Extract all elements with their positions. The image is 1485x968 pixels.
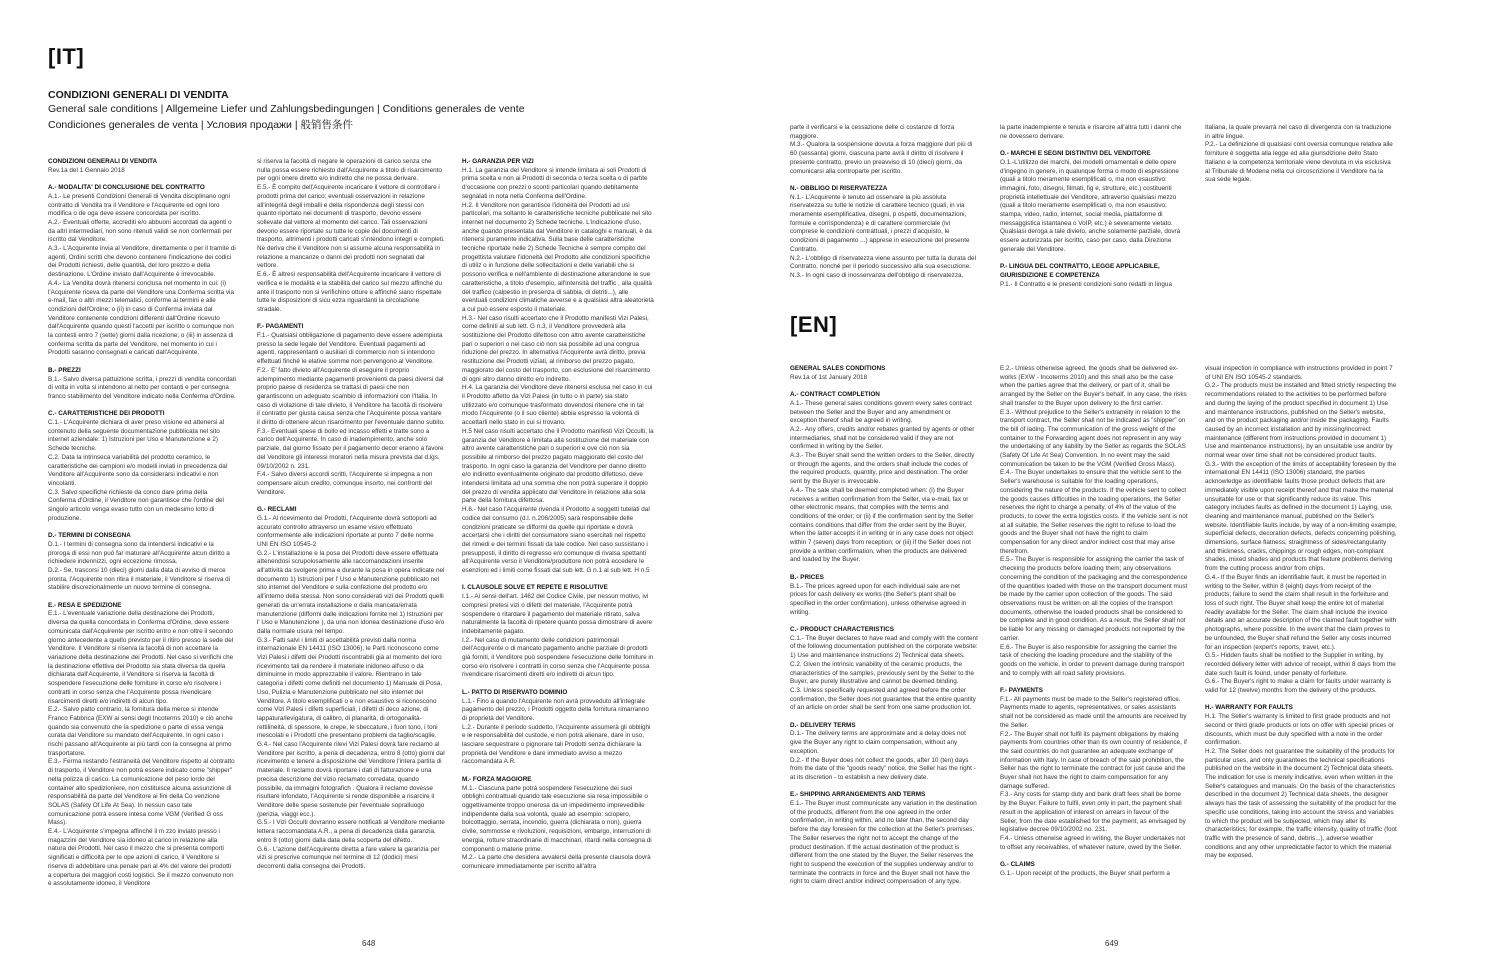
document-title: CONDIZIONI GENERALI DI VENDITA — [48, 89, 229, 101]
text-column — [1000, 124, 1188, 289]
clause-paragraph: la parte inadempiente è tenuta e risarcire all'altra tutti i danni che ne dovessero derivare. — [1000, 124, 1182, 140]
clause-paragraph: B.1.- Salvo diversa pattuizione scritta, i prezzi di vendita concordati di volta in volta si intendono al netto per contanti e per consegna franco stabilimento del Venditore indicato nella Conferma d'Ordine. — [48, 375, 236, 400]
clause-paragraph: F.3.- Any costs for stamp duty and bank draft fees shall be borne by the Buyer. Failure to fulfil, even only in part, the payment shall result in the application of interest on arrears in favour of the Seller, from the date established for the payment, as envisaged by legislative decree 09/10/2002 no. 231. — [1000, 791, 1186, 834]
clause-paragraph: H.4. La garanzia del Venditore deve ritenersi esclusa nel caso in cui il Prodotto affetto da Vizi Palesi (in tutto o in parte) sia stato utilizzato e/o comunque trasformato dovendosi ritenere che in tal modo l'Acquirente (o il suo cliente) abbia espresso la volontà di accettarli nello stato in cui si trovano. — [462, 384, 653, 427]
clause-paragraph: Rev.1a of 1st January 2018 — [790, 373, 868, 381]
section-heading: A.- MODALITA' DI CONCLUSIONE DEL CONTRATTO — [48, 184, 205, 192]
section-heading: H.- GARANZIA PER VIZI — [462, 158, 534, 165]
clause-paragraph: F.1.- Qualsiasi obbligazione di pagamento deve essere adempiuta presso la sede legale del Venditore. Eventuali pagamenti ad agenti, rappresentanti o ausiliari di commercio non si intendono effettuati finché le elative somme non pervengono al Venditore. — [257, 332, 443, 366]
clause-paragraph: G.2.- L'installazione e la posa dei Prodotti deve essere effettuata attenendosi scrupolosamente alle raccomandazioni inserite all'attività da svolgere prima e durante la posa in opera indicate nel documento 1) Istruzioni per l' Uso e Manutenzione pubblicato nel sito internet del Venditore e sulla confezione del prodotto e/o all'interno della stessa. Non sono considerati vizi dei Prodotti quelli generati da un'errata installazione o dalla mancata/errata manutenzione (difformi dalle indicazioni fornite nel 1) Istruzioni per l' Uso e Manutenzione ), da una non idonea destinazione d'uso e/o dalla normale usura nel tempo. — [257, 549, 445, 635]
section-heading: P.- LINGUA DEL CONTRATTO, LEGGE APPLICABILE, GIURISDIZIONE E COMPETENZA — [1000, 263, 1160, 279]
clause-paragraph: E.6.- The Buyer is also responsible for assigning the carrier the task of checking the loading procedure and the stability of the goods on the vehicle, in order to prevent damage during transport and to comply with all road safety provisions. — [1000, 643, 1185, 677]
clause-paragraph: C.1.- L'Acquirente dichiara di aver preso visione ed attenersi al contenuto della seguente documentazione pubblicata nel sito internet aziendale: 1) Istruzioni per Uso e Manutenzione e 2) Schede tecniche. — [48, 419, 225, 453]
section-heading: N.- OBBLIGO DI RISERVATEZZA — [790, 184, 888, 192]
clause-paragraph: C.1.- The Buyer declares to have read and comply with the content of the following documentation published on the corporate website: 1) Use and maintenance instructions 2) Technical data sheets. — [790, 634, 978, 660]
clause-paragraph: I.1.- Ai sensi dell'art. 1462 del Codice Civile, per nessun motivo, ivi compresi pretesi vizi o difetti del materiale, l'Acquirente potrà sospendere o ritardare il pagamento del materiale ritirato, salva naturalmente la facoltà di ripetere quanto possa dimostrare di avere indebitamente pagato. — [462, 593, 653, 635]
clause-paragraph: G.4.- Nel caso l'Acquirente rilevi Vizi Palesi dovrà fare reclamo al Venditore per iscritto, a pena di decadenza, entro 8 (otto) giorni dal ricevimento e tenere a disposizione del Venditore l'intera partita di materiale. Il reclamo dovrà riportare i dati di fatturazione e una precisa descrizione del vizio reclamato corredata, quando possibile, da immagini fotografich . Qualora il reclamo dovesse risultare infondato, l'Acquirente si rende disponibile a risarcire il Venditore delle spese sostenute per l'eventuale sopralluogo (perizia, viaggi ecc.). — [257, 741, 445, 818]
clause-paragraph: D.2.- If the Buyer does not collect the goods, after 10 (ten) days from the date of the "goods ready" notice, the Seller has the right - at its discretion - to establish a new delivery date. — [790, 756, 976, 781]
section-heading: C.- CARATTERISTICHE DEI PRODOTTI — [48, 410, 165, 418]
clause-paragraph: N.3.- In ogni caso di inosservanza dell'obbligo di riservatezza, — [790, 271, 964, 279]
clause-paragraph: A.4.- The sale shall be deemed completed when: (i) the Buyer receives a written confirmation from the Seller, via e-mail, fax or other electronic means, that complies with the terms and conditions of the order; or (ii) if the confirmation sent by the Seller contains conditions that differ from the order sent by the Buyer, when the latter accepts it in writing or in any case does not object within 7 (seven) days from reception; or (iii) if the Seller does not provide a written confirmation, when the products are delivered and loaded by the Buyer. — [790, 486, 974, 564]
clause-paragraph: A.2.- Eventuali offerte, accrediti e/o abbuoni accordati da agenti o da altri intermediari, non sono ritenuti validi se non confermati per iscritto dal Venditore. — [48, 218, 232, 244]
clause-paragraph: N.1.- L'Acquirente è tenuto ad osservare la più assoluta riservatezza su tutte le notizie di carattere tecnico (quali, in via meramente esemplificativa, disegni, p ospetti, documentazioni, formule e corrispondenza) e di carattere commerciale (ivi comprese le condizioni contrattuali, i prezzi d'acquisto, le condizioni di pagamento ...) apprese in esecuzione del presente Contratto. — [790, 193, 970, 253]
clause-paragraph: H.2. The Seller does not guarantee the suitability of the products for particular uses, and only guarantees the technical specifications published on the website in the document 2) Technical data sheets. The indication for use is merely indicative, even when written in the Seller's catalogues and manuals. On the basis of the characteristics described in the document 2) Technical data sheets, the designer always has the task of assessing the suitability of the product for the specific use conditions, taking into account the stress and variables to which the product will be subjected, which may alter its characteristics; for example, the traffic intensity, quality of traffic (foot traffic with the presence of sand, debris...), adverse weather conditions and any other unpredictable factor to which the material may be exposed. — [1205, 747, 1397, 860]
clause-paragraph: A.1.- Le presenti Condizioni Generali di Vendita disciplinano ogni contratto di Vendita tra il Venditore e l'Acquirente ed ogni loro modifica o de oga deve essere concordata per iscritto. — [48, 192, 230, 218]
clause-paragraph: F.4.- Salvo diversi accordi scritti, l'Acquirente si impegna a non compensare alcun credito, comunque insorto, nei confronti del Venditore. — [257, 471, 433, 496]
clause-paragraph: G.2.- The products must be installed and fitted strictly respecting the recommendations related to the activities to be performed before and during the laying of the product specified in document 1) Use and maintenance instructions, published on the Seller's website, and on the product packaging and/or inside the packaging. Faults caused by an incorrect installation and by missing/incorrect maintenance (different from instructions provided in document 1) Use and maintenance instructions), by an unsuitable use and/or by normal wear over time shall not be considered product faults. — [1205, 382, 1397, 460]
clause-paragraph: C.2. Data la intrinseca variabilità del prodotto ceramico, le caratteristiche dei campioni e/o modelli inviati in precedenza dal Venditore all'Acquirente sono da considerarsi indicativi e non vincolanti. — [48, 453, 228, 487]
page-number: 649 — [1105, 939, 1119, 948]
clause-paragraph: visual inspection in compliance with instructions provided in point 7 of UNI EN ISO 10545-2 standards. — [1205, 365, 1393, 381]
clause-paragraph: L.2.- Durante il periodo suddetto, l'Acquirente assumerà gli obblighi e le responsabilità del custode, e non potrà alienare, dare in uso, lasciare sequestrare o pignorare tali Prodotti senza dichiarare la proprietà del Venditore e dare immediato avviso a mezzo raccomandata A.R. — [462, 723, 651, 766]
section-heading: L.- PATTO DI RISERVATO DOMINIO — [462, 688, 568, 696]
clause-paragraph: G.3.- With the exception of the limits of acceptability foreseen by the international EN 14411 (ISO 13006) standard, the parties acknowledge as identifiable faults those product defects that are immediately visible upon receipt thereof and that make the material unsuitable for use or that significantly reduce its value. This category includes faults as defined in the document 1) Laying, use, cleaning and maintenance manual, published on the Seller's website. Identifiable faults include, by way of a non-limiting example, superficial defects, decoration defects, defects concerning polishing, dimensions, surface flatness, straightness of sides/rectangularity and thickness, cracks, chippings or rough edges, non-compliant shades, mixed shades and products that feature problems deriving from the cutting process and/or from chips. — [1205, 460, 1397, 573]
clause-paragraph: P.1.- Il Contratto e le presenti condizioni sono redatti in lingua — [1000, 280, 1172, 288]
clause-paragraph: D.1.- The delivery terms are approximate and a delay does not give the Buyer any right to claim compensation, without any exception. — [790, 730, 966, 755]
page-number: 648 — [362, 939, 376, 948]
conditions-title: GENERAL SALES CONDITIONS — [790, 365, 886, 372]
clause-paragraph: G.1.- Al ricevimento dei Prodotti, l'Acquirente dovrà sottoporli ad accurato controllo attraverso un esame visivo effettuato conformemente alle indicazioni riportate al punto 7 delle norme UNI EN ISO 10545-2 — [257, 514, 437, 548]
section-heading: M.- FORZA MAGGIORE — [462, 775, 532, 783]
clause-paragraph: E.3.- Without prejudice to the Seller's extraneity in relation to the transport contract, the Seller shall not be indicated as "shipper" on the bill of lading. The communication of the gross weight of the container to the Forwarding agent does not represent in any way the undertaking of any liability by the Seller as regards the SOLAS (Safety Of Life At Sea) Convention. In no event may the said communication be taken to be the VGM (Verified Gross Mass). — [1000, 408, 1186, 468]
clause-paragraph: C.3. Unless specifically requested and agreed before the order confirmation, the Seller does not guarantee that the entire quantity of an article on order shall be sent from one same production lot. — [790, 686, 976, 712]
clause-paragraph: F.2.- The Buyer shall not fulfil its payment obligations by making payments from countries other than its own country of residence, if the said countries do not guarantee an adequate exchange of information with Italy. In case of breach of the said prohibition, the Seller has the right to terminate the contract for just cause and the Buyer shall not have the right to claim compensation for any damage suffered. — [1000, 730, 1187, 790]
clause-paragraph: E.5.- È compito dell'Acquirente incaricare il vettore di controllare i prodotti prima del carico; eventuali osservazioni in relazione all'integrità degli imballi e della rispondenza degli stessi con quanto riportato nei documenti di trasporto, devono essere sollevate dal vettore al momento del carico. Tali osservazioni devono essere riportate su tutte le copie dei documenti di trasporto, altrimenti i prodotti caricati s'intendono integri e completi. Ne deriva che il Venditore non si assume alcuna responsabilità in relazione a mancanze o danni dei prodotti non segnalati dal vettore. — [257, 184, 445, 270]
text-column — [790, 124, 978, 281]
section-heading: O.- MARCHI E SEGNI DISTINTIVI DEL VENDITORE — [1000, 150, 1151, 158]
clause-paragraph: D.1.- I termini di consegna sono da intendersi indicativi e la proroga di essi non può far maturare all'Acquirente alcun diritto a richiedere indennizzi, ogni eccezione rimossa. — [48, 540, 230, 566]
document-subtitle-1: General sale conditions | Allgemeine Liefer und Zahlungsbedingungen | Conditions generales de vente — [48, 103, 525, 115]
section-heading: C.- PRODUCT CHARACTERISTICS — [790, 626, 894, 634]
clause-paragraph: E.4.- The Buyer undertakes to ensure that the vehicle sent to the Seller's warehouse is suitable for the loading operations, considering the nature of the products. If the vehicle sent to collect the goods causes difficulties in the loading operations, the Seller reserves the right to charge a penalty, of 4% of the value of the products, to cover the extra logistics costs. If the vehicle sent is not at all suitable, the Seller reserves the right to refuse to load the goods and the Buyer shall not have the right to claim compensation for any direct and/or indirect cost that may arise therefrom. — [1000, 469, 1188, 555]
section-heading: E.- SHIPPING ARRANGEMENTS AND TERMS — [790, 791, 926, 799]
clause-paragraph: F.3.- Eventuali spese di bollo ed incasso effetti e tratte sono a carico dell'Acquirente. In caso di inadempimento, anche solo parziale, dal giorno fissato per il pagamento decor eranno a favore del Venditore gli interessi moratori nella misura prevista dal d.lgs. 09/10/2002 n. 231. — [257, 427, 444, 470]
clause-paragraph: H.6.- Nel caso l'Acquirente rivenda il Prodotto a soggetti tutelati dal codice del consumo (d.l. n.206/2005) sarà responsabile delle condizioni praticate se difformi da quelle qui riportate e dovrà accertarsi che i diritti del consumatore siano esercitati nel rispetto dei rimedi e dei termini fissati da tale codice. Nel caso sussistano i presupposti, il diritto di regresso e/o comunque di rivalsa spettanti all'Acquirente verso il Venditore/produttore non potrà eccedere le esenzioni ed i limiti come fissati dal sub lett. G n.1 al sub lett. H n.5 — [462, 506, 650, 575]
section-heading: D.- DELIVERY TERMS — [790, 721, 856, 729]
clause-paragraph: A.3.- L'Acquirente invia al Venditore, direttamente o per il tramite di agenti, Ordini scritti che devono contenere l'indicazione dei codici dei Prodotti richiesti, delle quantità, del loro prezzo e della destinazione. L'Ordine inviato dall'Acquirente è irrevocabile. — [48, 245, 236, 279]
conditions-title: CONDIZIONI GENERALI DI VENDITA — [48, 158, 158, 165]
clause-paragraph: Rev.1a del 1 Gennaio 2018 — [48, 166, 125, 174]
clause-paragraph: E.1.- The Buyer must communicate any variation in the destination of the products, different from the one agreed in the order confirmation, in writing within, and no later than, the second day before the day foreseen for the collection at the Seller's premises. The Seller reserves the right not to accept the change of the product destination. If the actual destination of the product is different from the one stated by the Buyer, the Seller reserves the right to suspend the execution of the supplies underway and/or to terminate the contracts in force and the Buyer shall not have the right to claim direct and/or indirect compensation of any type. — [790, 800, 977, 886]
text-column — [462, 158, 654, 872]
clause-paragraph: G.6.- L'azione dell'Acquirente diretta a fare valere la garanzia per vizi si prescrive comunque nel termine di 12 (dodici) mesi decorrenti dalla consegna dei Prodotti. — [257, 845, 440, 870]
clause-paragraph: A.2.- Any offers, credits and/or rebates granted by agents or other intermediaries, shall not be considered valid if they are not confirmed in writing by the Seller. — [790, 425, 975, 451]
section-heading: D.- TERMINI DI CONSEGNA — [48, 532, 131, 540]
clause-paragraph: G.5.- I Vizi Occulti dovranno essere notificati al Venditore mediante lettera raccomandata A.R., a pena di decadenza dalla garanzia, entro 8 (otto) giorni dalla data della scoperta del difetto. — [257, 819, 445, 844]
clause-paragraph: O.1.-L'utilizzo dei marchi, dei modelli ornamentali e delle opere d'ingegno in genere, in qualunque forma o modo di espressione (quali a titolo meramente esemplificati o, ma non esaustivo: immagini, foto, disegni, filmati, fig e, strutture, etc.) costituenti proprietà intellettuale del Venditore, attraverso qualsiasi mezzo (quali a titolo meramente esemplificati o, ma non esaustivo: stampa, video, radio, internet, social media, piattaforme di messaggistica istantanea o VoIP, etc.) è severamente vietato. Qualsiasi deroga a tale divieto, anche solamente parziale, dovrà essere autorizzata per iscritto, caso per caso, dalla Direzione generale del Venditore. — [1000, 158, 1181, 253]
language-tag-en: [EN] — [790, 312, 838, 337]
clause-paragraph: E.1.- L'eventuale variazione della destinazione dei Prodotti, diversa da quella concordata in Conferma d'Ordine, deve essere comunicata dall'Acquirente per iscritto entro e non oltre il secondo giorno antecedente a quello previsto per il ritiro presso la sede del Venditore. Il Venditore si riserva la facoltà di non accettare la variazione della destinazione dei Prodotti. Nel caso si verifichi che la destinazione effettiva dei Prodotto sia stata diversa da quella dichiarata dall'Acquirente, il Venditore si riserva la facoltà di sospendere l'esecuzione delle forniture in corso e/o risolvere i contratti in corso senza che l'Acquirente possa rivendicare risarcimenti diretti e/o indiretti di alcun tipo. — [48, 610, 234, 705]
clause-paragraph: A.3.- The Buyer shall send the written orders to the Seller, directly or through the agents, and the orders shall include the codes of the required products, quantity, price and destination. The order sent by the Buyer is irrevocable. — [790, 452, 975, 486]
section-heading: A.- CONTRACT COMPLETION — [790, 391, 880, 399]
clause-paragraph: G.3.- Fatti salvi i limiti di accettabilità previsti dalla norma internazionale EN 14411 (ISO 13006), le Parti riconoscono come Vizi Palesi i difetti dei Prodotti riscontrabili già al momento del loro ricevimento tali da rendere il materiale inidoneo all'uso o da diminuirne in modo apprezzabile il valore. Rientrano in tale categoria i difetti come definiti nel documento 1) Manuale di Posa, Uso, Pulizia e Manutenzione pubblicato nel sito internet del Venditore. A titolo esemplificati o e non esaustivo si riconoscono come Vizi Palesi i difetti superficiali, i difetti di deco azione, di lappatura/levigatura, di calibro, di planarità, di ortogonalità-rettilineità, di spessore, le crepe, le sbeccature, i fuori tono, i toni mescolati e i Prodotti che presentano problemi da taglio/scaglie. — [257, 636, 443, 740]
section-heading: G.- CLAIMS — [1000, 861, 1035, 869]
text-column — [1205, 124, 1393, 185]
left-page-648 — [0, 0, 742, 968]
section-heading: I. CLAUSOLE SOLVE ET REPETE E RISOLUTIVE — [462, 584, 608, 592]
clause-paragraph: F.1.- All payments must be made to the Seller's registered office. Payments made to agents, representatives, or sales assistants shall not be considered as made until the amounts are received by the Seller. — [1000, 695, 1187, 729]
clause-paragraph: F.2.- E' fatto divieto all'Acquirente di eseguire il proprio adempimento mediante pagamenti provenienti da paesi diversi dal proprio paese di residenza se trattasi di paesi che non garantiscono un adeguato scambio di informazioni con l'Italia. In caso di violazione di tale divieto, il Venditore ha facoltà di risolvere il contratto per giusta causa senza che l'Acquirente possa vantare il diritto di ottenere alcun risarcimento per l'eventuale danno subito. — [257, 366, 445, 427]
clause-paragraph: M.3.- Qualora la sospensione dovuta a forza maggiore duri più di 60 (sessanta) giorni, ciascuna parte avrà il diritto di risolvere il presente contratto, previo un preavviso di 10 (dieci) giorni, da comunicarsi alla controparte per iscritto. — [790, 141, 973, 175]
clause-paragraph: B.1.- The prices agreed upon for each individual sale are net prices for cash delivery ex works (the Seller's plant shall be specified in the order confirmation), unless otherwise agreed in writing. — [790, 582, 967, 616]
clause-paragraph: E.3.- Ferma restando l'estraneità del Venditore rispetto al contratto di trasporto, il Venditore non potrà essere indicato come "shipper" nella polizza di carico. La comunicazione del peso lordo del container allo spedizioniere, non costituisce alcuna assunzione di responsabilità da parte del Venditore ai fini della Co venzione SOLAS (Safety Of Life At Sea). In nessun caso tale comunicazione potrà essere intesa come VGM (Verified G oss Mass). — [48, 758, 235, 827]
text-column — [48, 158, 236, 889]
section-heading: B.- PRICES — [790, 573, 824, 581]
clause-paragraph: H.1. The Seller's warranty is limited to first grade products and not second or third grade products or lots on offer with special prices or discounts, which must be duly specified with a note in the order confirmation. — [1205, 713, 1394, 747]
clause-paragraph: E.4.- L'Acquirente s'impegna affinché il m zzo inviato presso i magazzini del Venditore sia idoneo al carico in relazione alla natura dei Prodotti. Nel caso il mezzo che si presenta comporti significati e difficoltà per le ope azioni di carico, il Venditore si riserva di addebitare una penale pari al 4% del valore dei prodotti a copertura dei maggiori costi logistici. Se il mezzo convenuto non è assolutamente idoneo, il Venditore — [48, 828, 234, 888]
clause-paragraph: N.2.- L'obbligo di riservatezza viene assunto per tutta la durata del Contratto, nonché per il periodo successivo alla sua esecuzione. — [790, 254, 976, 271]
clause-paragraph: G.4.- If the Buyer finds an identifiable fault, it must be reported in writing to the Seller, within 8 (eight) days from receipt of the products; failure to send the claim shall result in the forfeiture and loss of such right. The Buyer shall keep the entire lot of material readily available for the Seller. The claim shall include the invoice details and an accurate description of the claimed fault together with photographs, where possible. In the event that the claim proves to be unfounded, the Buyer shall refund the Seller any costs incurred for an inspection (expert's reports, travel, etc.). — [1205, 573, 1397, 651]
clause-paragraph: parte il verificarsi e la cessazione delle ci costanze di forza maggiore. — [790, 124, 955, 140]
clause-paragraph: C.2. Given the intrinsic variability of the ceramic products, the characteristics of the samples, previously sent by the Seller to the Buyer, are purely illustrative and cannot be deemed binding. — [790, 660, 975, 686]
clause-paragraph: C.3. Salvo specifiche richieste da conco dare prima della Conferma d'Ordine, il Venditore non garantisce che l'ordine del singolo articolo venga evaso tutto con un medesimo lotto di produzione. — [48, 488, 224, 522]
language-tag-it: [IT] — [48, 44, 85, 69]
clause-paragraph: E.2.- Salvo patto contrario, la fornitura della merce si intende Franco Fabbrica (EXW ai sensi degli Incoterms 2010) e ciò anche quando sia convenuto che la spedizione o parte di essa venga curata dal Venditore su mandato dell'Acquirente. In ogni caso i rischi passano all'Acquirente al più tardi con la consegna al primo trasportatore. — [48, 706, 233, 757]
clause-paragraph: H.5 Nel caso risulti accertato che il Prodotto manifesti Vizi Occulti, la garanzia del Venditore è limitata alla sostituzione del materiale con altro avente caratteristiche pari o superiori e ove ciò non sia possibile al rimborso del prezzo pagato maggiorato del costo del trasporto. In ogni caso la garanzia del Venditore per danno diretto e/o indiretto eventualmente originato dal prodotto difettoso, deve intendersi limitata ad una somma che non potrà superare il doppio del prezzo di vendita applicato dal Venditore in relazione alla sola parte della fornitura difettosa. — [462, 427, 654, 505]
clause-paragraph: E.2.- Unless otherwise agreed, the goods shall be delivered ex-works (EXW - Incoterms 2010) and this shall also be the case when the parties agree that the delivery, or part of it, shall be arranged by the Seller on the Buyer's behalf. In any case, the risks shall transfer to the Buyer upon delivery to the first carrier. — [1000, 365, 1187, 407]
clause-paragraph: I.2.- Nel caso di mutamento delle condizioni patrimoniali dell'Acquirente o di mancato pagamento anche parziale di prodotti già forniti, il Venditore può sospendere l'esecuzione delle forniture in corso e/o risolvere i contratti in corso senza che l'Acquirente possa rivendicare risarcimenti diretti e/o indiretti di alcun tipo. — [462, 636, 654, 679]
section-heading: B.- PREZZI — [48, 366, 81, 374]
section-heading: F.- PAGAMENTI — [257, 323, 304, 331]
clause-paragraph: L.1.- Fino a quando l'Acquirente non avrà provveduto all'integrale pagamento del prezzo, i Prodotti oggetto della fornitura rimarranno di proprietà del Venditore. — [462, 697, 649, 722]
clause-paragraph: H.2. Il Venditore non garantisce l'idoneità dei Prodotti ad usi particolari, ma soltanto le caratteristiche tecniche pubblicate nel sito internet nel documento 2) Schede tecniche. L'indicazione d'uso, anche quando presentata dal Venditore in cataloghi e manuali, è da ritenersi puramente indicativa. Sulla base delle caratteristiche tecniche riportate nelle 2) Schede Tecniche è sempre compito del progettista valutare l'idoneità del Prodotto alle condizioni specifiche di utiliz o in funzione delle sollecitazioni e delle variabili che si possono verifica e nell'ambiente di destinazione alterandone le sue caratteristiche, a titolo d'esempio, all'intensità del traffic , alla qualità del traffico (calpestio in presenza di sabbia, di detriti...), alle eventuali condizioni climatiche avverse e a qualsiasi altra aleatorietà a cui può essere esposto il materiale. — [462, 201, 654, 313]
clause-paragraph: P.2.- La definizione di qualsiasi cont oversia comunque relativa alle forniture è soggetta alla legge ed alla giurisdizione dello Stato Italiano e la competenza territoriale viene devoluta in via esclusiva al Tribunale di Modena nella cui circoscrizione il Venditore ha la sua sede legale. — [1205, 141, 1393, 184]
clause-paragraph: D.2.- Se, trascorsi 10 (dieci) giorni dalla data di avviso di merce pronta, l'Acquirente non ritira il materiale, il Venditore si riserva di stabilire discrezionalmente un nuovo termine di consegna. — [48, 566, 231, 592]
clause-paragraph: G.5.- Hidden faults shall be notified to the Supplier in writing, by recorded delivery letter with advice of receipt, within 8 days from the date such fault is found, under penalty of forfeiture. — [1205, 652, 1396, 677]
clause-paragraph: H.3.- Nel caso risulti accertato che il Prodotto manifesti Vizi Palesi, come definiti al sub lett. G n.3, il Venditore provvederà alla sostituzione del Prodotto difettoso con altro avente caratteristiche pari o superiori o nel caso ciò non sia possibile ad una congrua riduzione del prezzo. In alternativa l'Acquirente avrà diritto, previa restituzione dei Prodotti viziati, al rimborso del prezzo pagato, maggiorato del costo del trasporto, con esclusione del risarcimento di ogni altro danno diretto e/o indiretto. — [462, 314, 650, 383]
section-heading: E.- RESA E SPEDIZIONE — [48, 601, 122, 609]
clause-paragraph: G.6.- The Buyer's right to make a claim for faults under warranty is valid for 12 (twelve) months from the delivery of the products. — [1205, 678, 1392, 695]
section-heading: H.- WARRANTY FOR FAULTS — [1205, 704, 1293, 712]
clause-paragraph: F.4.- Unless otherwise agreed in writing, the Buyer undertakes not to offset any receivables, of whatever nature, owed by the Seller. — [1000, 834, 1186, 851]
section-heading: G.- RECLAMI — [257, 506, 297, 514]
clause-paragraph: H.1. La garanzia del Venditore si intende limitata ai soli Prodotti di prima scelta e non ai Prodotti di seconda o terza scelta o di partite d'occasione con prezzi o sconti particolari quando debitamente segnalati in nota nella Conferma dell'Ordine. — [462, 166, 648, 200]
clause-paragraph: Italiana, la quale prevarrà nel caso di divergenza con la traduzione in altre lingue. — [1205, 124, 1392, 140]
clause-paragraph: A.1.- These general sales conditions govern every sales contract between the Seller and the Buyer and any amendment or exception thereof shall be agreed in writing. — [790, 399, 972, 425]
clause-paragraph: A.4.- La Vendita dovrà ritenersi conclusa nel momento in cui: (i) l'Acquirente riceva da parte del Venditore una Conferma scritta via e-mail, fax o altri mezzi telematici, conforme ai termini e alle condizioni dell'Ordine; o (ii) in caso di Conferma inviata dal Venditore contenente condizioni differenti dall'Ordine ricevuto dall'Acquirente quando questi l'accetti per iscritto o comunque non la contesti entro 7 (sette) giorni dalla ricezione; o (iii) in assenza di conferma scritta da parte del Venditore, nel momento in cui i Prodotti saranno consegnati e caricati dall'Acquirente. — [48, 279, 234, 357]
clause-paragraph: M.2.- La parte che desidera avvalersi della presente clausola dovrà comunicare immediatamente per iscritto all'altra — [462, 854, 651, 870]
clause-paragraph: M.1.- Ciascuna parte potrà sospendere l'esecuzione dei suoi obblighi contrattuali quando tale esecuzione sia resa impossibile o oggettivamente troppo onerosa da un impedimento imprevedibile indipendente dalla sua volontà, quale ad esempio: sciopero, boicottaggio, serrata, incendio, guerra (dichiarata o non), guerra civile, sommosse e rivoluzioni, requisizioni, embargo, interruzioni di energia, rotture straordinarie di macchinari, ritardi nella consegna di componenti o materie prime. — [462, 784, 652, 853]
clause-paragraph: si riserva la facoltà di negare le operazioni di carico senza che nulla possa essere richiesto dall'Acquirente a titolo di risarcimento per ogni onere diretto e/o indiretto che ne possa derivare. — [257, 158, 442, 183]
text-column — [1205, 365, 1397, 861]
text-column — [790, 365, 978, 887]
right-page-649 — [743, 0, 1485, 968]
section-heading: F.- PAYMENTS — [1000, 687, 1044, 694]
clause-paragraph: E.6.- È altresì responsabilità dell'Acquirente incaricare il vettore di verifica e le modalità e la stabilità del carico sul mezzo affinché du ante il trasporto non si verifichino otture e affinché siano rispettate tutte le disposizioni di sicu ezza riguardanti la circolazione stradale. — [257, 271, 443, 313]
text-column — [1000, 365, 1188, 878]
clause-paragraph: E.5.- The Buyer is responsible for assigning the carrier the task of checking the products before loading them; any observations concerning the condition of the packaging and the correspondence of the quantities loaded with those on the transport document must be made by the carrier upon collection of the goods. The said observations must be written on all the copies of the transport documents, otherwise the loaded products shall be considered to be complete and in good condition. As a result, the Seller shall not be liable for any missing or damaged products not reported by the carrier. — [1000, 556, 1188, 642]
text-column — [257, 158, 445, 872]
clause-paragraph: G.1.- Upon receipt of the products, the Buyer shall perform a — [1000, 869, 1170, 877]
document-subtitle-2: Condiciones generales de venta | Условия продажи | 般销售条件 — [48, 119, 353, 131]
